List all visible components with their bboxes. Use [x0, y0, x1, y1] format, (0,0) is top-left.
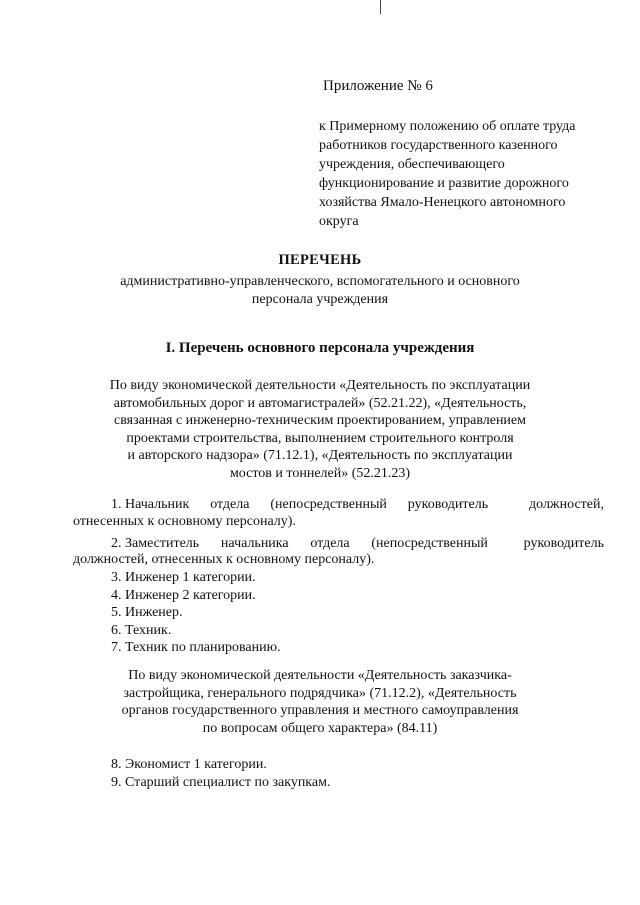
subtitle-line: административно-управленческого, вспомогательного и основного: [120, 274, 520, 289]
word: руководитель: [523, 536, 604, 551]
document-title: ПЕРЕЧЕНЬ: [278, 252, 362, 268]
appendix-line: учреждения, обеспечивающего: [319, 157, 505, 172]
list-item-1-line-2: отнесенных к основному персоналу).: [73, 514, 296, 529]
appendix-line: функционирование и развитие дорожного: [319, 176, 569, 191]
word: (непосредственный: [270, 497, 387, 512]
activity-line: проектами строительства, выполнением строительного контроля: [126, 430, 514, 446]
word: отдела: [210, 497, 250, 512]
word: (непосредственный: [371, 536, 488, 551]
list-item-1-line-1: [111, 496, 604, 513]
activity-description-2: [0, 667, 640, 737]
document-subtitle: [0, 273, 640, 309]
appendix-line: к Примерному положению об оплате труда: [319, 119, 576, 134]
appendix-line: хозяйства Ямало-Ненецкого автономного: [319, 195, 566, 210]
list-item-3: 3. Инженер 1 категории.: [111, 570, 256, 585]
word: отдела: [310, 536, 350, 551]
activity-line: органов государственного управления и местного самоуправления: [121, 703, 519, 718]
list-item-8: 8. Экономист 1 категории.: [111, 757, 267, 772]
appendix-line: работников государственного казенного: [319, 138, 558, 153]
list-item-2-line-1: [111, 535, 604, 552]
scan-edge-mark: [380, 0, 381, 14]
activity-line: застройщика, генерального подрядчика» (71.12.2), «Деятельность: [123, 685, 517, 701]
activity-line: по вопросам общего характера» (84.11): [202, 720, 438, 736]
subtitle-line: персонала учреждения: [251, 292, 389, 307]
list-item-2-line-2: должностей, отнесенных к основному персоналу).: [73, 552, 375, 567]
activity-line: связанная с инженерно-техническим проектированием, управлением: [113, 413, 526, 428]
list-item-6: 6. Техник.: [111, 623, 172, 638]
appendix-line: округа: [319, 214, 359, 229]
activity-line: мостов и тоннелей» (52.21.23): [229, 465, 411, 481]
list-item-9: 9. Старший специалист по закупкам.: [111, 775, 331, 790]
list-item-4: 4. Инженер 2 категории.: [111, 588, 256, 603]
activity-line: и авторского надзора» (71.12.1), «Деятельность по эксплуатации: [127, 448, 513, 463]
word: 2. Заместитель: [111, 536, 200, 551]
list-item-7: 7. Техник по планированию.: [111, 640, 281, 655]
section-title: I. Перечень основного персонала учреждения: [165, 340, 475, 356]
word: начальника: [220, 536, 289, 551]
appendix-number: Приложение № 6: [323, 78, 433, 94]
list-item-5: 5. Инженер.: [111, 605, 183, 620]
activity-line: По виду экономической деятельности «Деятельность по эксплуатации: [109, 378, 531, 393]
activity-line: автомобильных дорог и автомагистралей» (52.21.22), «Деятельность,: [113, 395, 527, 411]
activity-description-1: [0, 377, 640, 482]
activity-line: По виду экономической деятельности «Деятельность заказчика-: [128, 668, 512, 683]
word: руководитель: [407, 497, 489, 512]
word: должностей,: [529, 497, 604, 512]
appendix-reference: [319, 117, 609, 231]
word: 1. Начальник: [111, 497, 190, 512]
